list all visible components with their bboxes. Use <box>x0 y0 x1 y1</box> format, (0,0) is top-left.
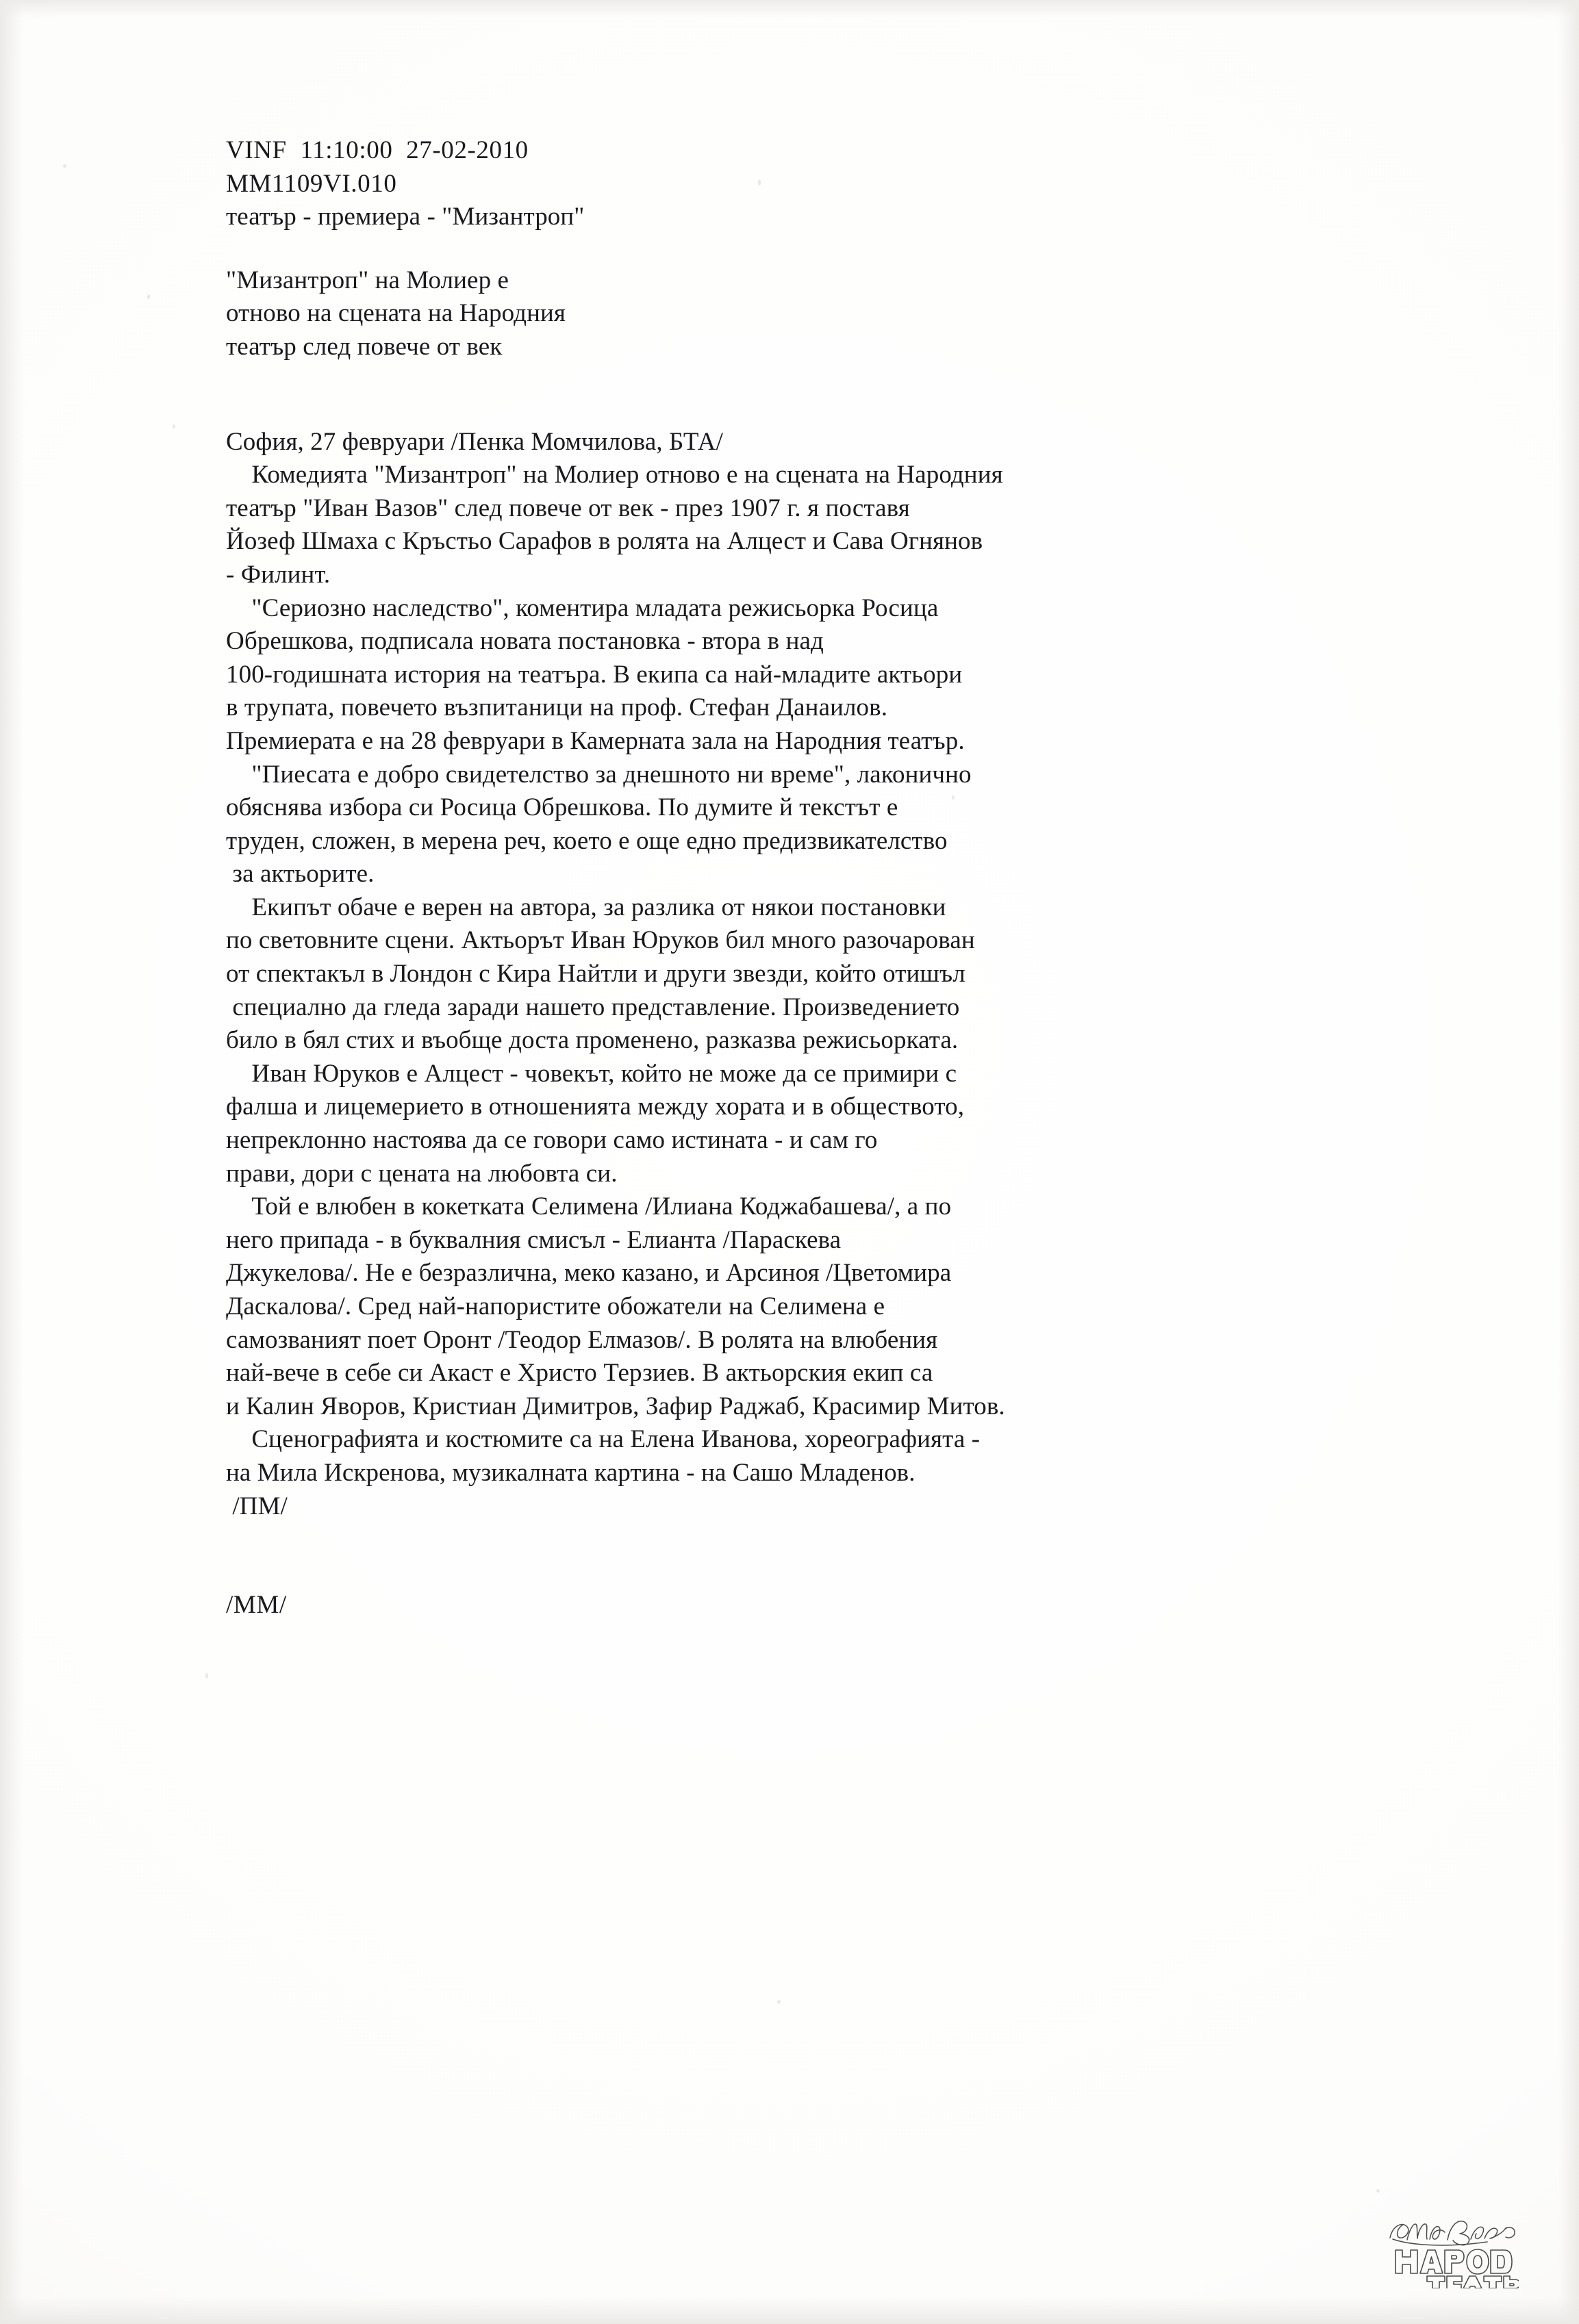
footer-code: /ММ/ <box>226 1591 287 1620</box>
author-initials: /ПМ/ <box>226 1492 288 1520</box>
spacer <box>226 364 1431 426</box>
spacer <box>226 1523 1431 1589</box>
body-line: Сценографията и костюмите са на Елена Иванова, хореографията - <box>226 1425 981 1454</box>
body-line: Той е влюбен в кокетката Селимена /Илиана Коджабашева/, а по <box>226 1192 952 1221</box>
body-line: на Мила Искренова, музикалната картина - на Сашо Младенов. <box>226 1458 915 1487</box>
body-line: "Сериозно наследство", коментира младата режисьорка Росица <box>226 593 939 622</box>
body-line: труден, сложен, в мерена реч, което е още едно предизвикателство <box>226 826 948 855</box>
body-paragraph-7 <box>226 1423 1431 1523</box>
spacer <box>226 234 1431 264</box>
body-line: Джукелова/. Не е безразлична, меко казано, и Арсиноя /Цветомира <box>226 1259 952 1288</box>
dateline-text: София, 27 февруари /Пенка Момчилова, БТА/ <box>226 427 723 456</box>
body-line: най-вече в себе си Акаст е Христо Терзиев. В актьорския екип са <box>226 1359 933 1388</box>
body-line: Екипът обаче е верен на автора, за разлика от някои постановки <box>226 893 946 921</box>
dateline <box>226 426 1431 459</box>
body-paragraph-5 <box>226 1058 1431 1190</box>
body-line: Йозеф Шмаха с Кръстьо Сарафов в ролята на Алцест и Сава Огнянов <box>226 527 983 556</box>
body-line: Иван Юруков е Алцест - човекът, който не може да се примири с <box>226 1059 957 1088</box>
headline-line: "Мизантроп" на Молиер е <box>226 266 509 294</box>
body-line: непреклонно настоява да се говори само истината - и сам го <box>226 1126 878 1155</box>
body-line: Комедията "Мизантроп" на Молиер отново е на сцената на Народния <box>226 461 1003 489</box>
body-paragraph-1 <box>226 459 1431 591</box>
body-paragraph-3 <box>226 758 1431 891</box>
agency-reference-code: MM1109VI.010 <box>226 169 397 198</box>
agency-category-line: театър - премиера - "Мизантроп" <box>226 203 585 231</box>
agency-header <box>226 134 1431 234</box>
body-line: и Калин Яворов, Кристиан Димитров, Зафир Раджаб, Красимир Митов. <box>226 1392 1005 1420</box>
body-line: прави, дори с цената на любовта си. <box>226 1159 618 1188</box>
body-line: обяснява избора си Росица Обрешкова. По думите й текстът е <box>226 793 898 822</box>
body-line: Даскалова/. Сред най-напористите обожатели на Селимена е <box>226 1292 885 1320</box>
body-line: него припада - в буквалния смисъл - Елианта /Параскева <box>226 1225 842 1254</box>
body-paragraph-4 <box>226 891 1431 1058</box>
body-line: Премиерата е на 28 февруари в Камерната зала на Народния театър. <box>226 726 965 755</box>
headline-line: театър след повече от век <box>226 332 503 361</box>
body-line: фалша и лицемерието в отношенията между хората и в обществото, <box>226 1093 965 1121</box>
document-text-column <box>226 134 1431 1622</box>
body-line: 100-годишната история на театъра. В екипа са най-младите актьори <box>226 660 963 689</box>
body-line: от спектакъл в Лондон с Кира Найтли и други звезди, който отишъл <box>226 960 965 988</box>
headline <box>226 264 1431 364</box>
body-paragraph-2 <box>226 592 1431 758</box>
national-theatre-logo <box>1385 2208 1519 2288</box>
body-line: специално да гледа заради нашето представление. Произведението <box>226 993 960 1021</box>
body-paragraph-6 <box>226 1190 1431 1423</box>
body-line: било в бял стих и въобще доста променено, разказва режисьорката. <box>226 1026 959 1055</box>
body-line: театър "Иван Вазов" след повече от век - през 1907 г. я поставя <box>226 494 910 522</box>
body-line: "Пиесата е добро свидетелство за днешното ни време", лаконично <box>226 760 972 789</box>
body-line: самозваният поет Оронт /Теодор Елмазов/. В ролята на влюбения <box>226 1325 938 1354</box>
agency-header-line: VINF 11:10:00 27-02-2010 <box>226 136 529 164</box>
body-line: за актьорите. <box>226 860 375 889</box>
headline-line: отново на сцената на Народния <box>226 299 566 328</box>
body-line: в трупата, повечето възпитаници на проф. Стефан Данаилов. <box>226 693 888 722</box>
body-line: Обрешкова, подписала новата постановка - втора в над <box>226 627 824 656</box>
body-line: по световните сцени. Актьорът Иван Юруков бил много разочарован <box>226 926 975 955</box>
body-line: - Филинт. <box>226 560 331 589</box>
footer-code-block <box>226 1589 1431 1622</box>
